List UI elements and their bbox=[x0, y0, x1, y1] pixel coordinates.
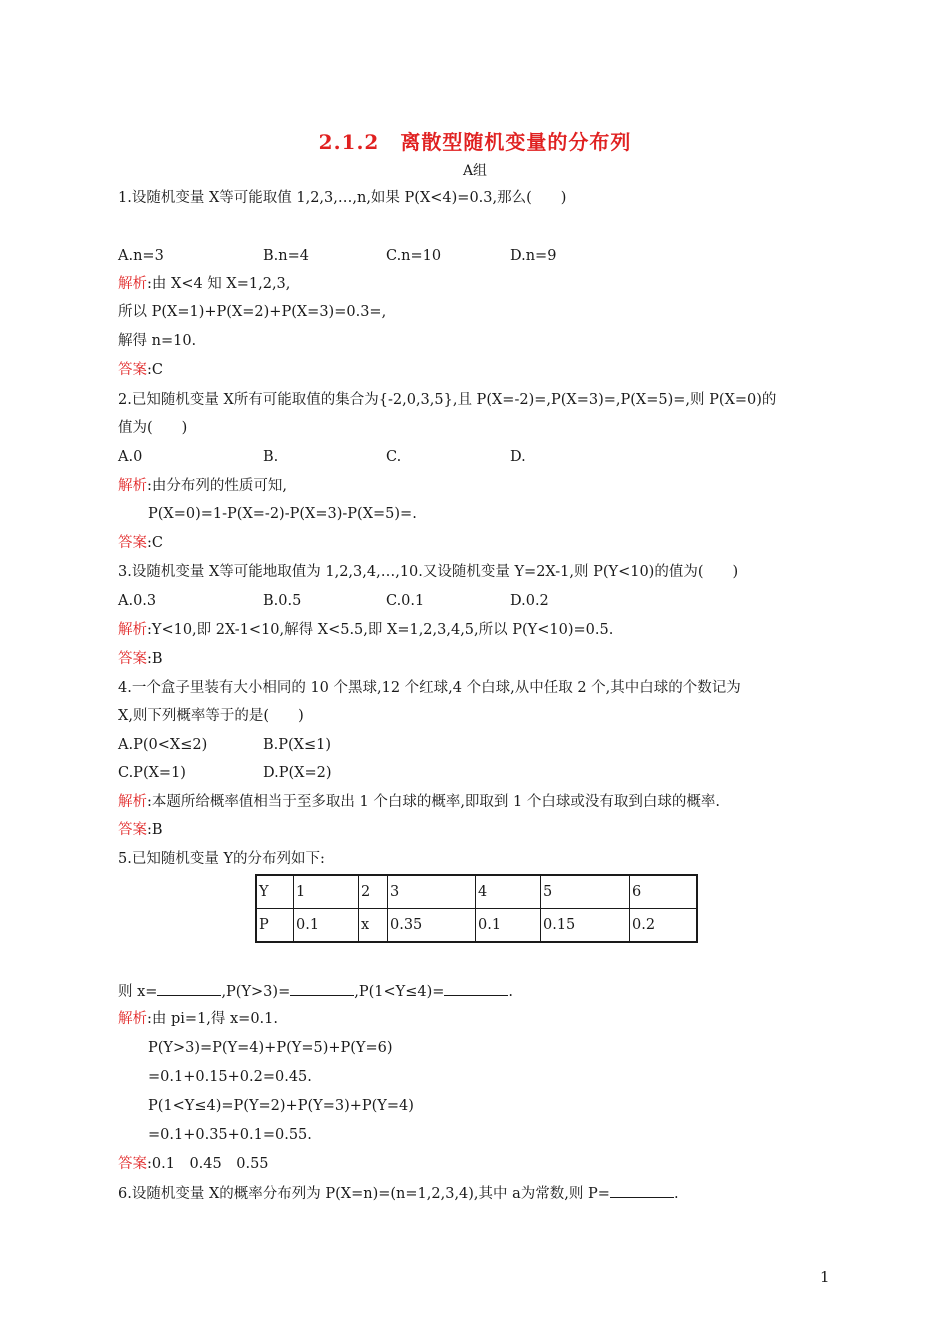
answer-text: :C bbox=[147, 362, 163, 378]
table-cell: 0.1 bbox=[294, 909, 359, 943]
analysis-label: 解析 bbox=[118, 1011, 147, 1027]
answer-label: 答案 bbox=[118, 535, 147, 551]
q6-stem-end: . bbox=[673, 1186, 679, 1202]
table-cell: 6 bbox=[630, 875, 698, 909]
answer-blank[interactable] bbox=[610, 1183, 674, 1198]
q5-fill-in bbox=[118, 981, 513, 1002]
answer-label: 答案 bbox=[118, 651, 147, 667]
q1-analysis-line2: 所以 P(X=1)+P(X=2)+P(X=3)=0.3=, bbox=[118, 304, 387, 320]
distribution-table bbox=[255, 874, 698, 943]
table-cell: 1 bbox=[294, 875, 359, 909]
answer-blank[interactable] bbox=[444, 981, 508, 996]
q3-answer bbox=[118, 649, 163, 669]
q2-analysis bbox=[118, 476, 287, 496]
q2-stem-cont: 值为( ) bbox=[118, 420, 188, 436]
fill-text: ,P(1<Y≤4)= bbox=[354, 984, 445, 1000]
fill-text: . bbox=[508, 984, 513, 1000]
q6-stem-text: 6.设随机变量 X的概率分布列为 P(X=n)=(n=1,2,3,4),其中 a为常数,则 P= bbox=[118, 1186, 610, 1202]
analysis-label: 解析 bbox=[118, 276, 147, 292]
fill-text: ,P(Y>3)= bbox=[221, 984, 291, 1000]
table-cell: 3 bbox=[388, 875, 476, 909]
analysis-text: :本题所给概率值相当于至多取出 1 个白球的概率,即取到 1 个白球或没有取到白球的概率. bbox=[147, 794, 720, 810]
q3-option-a: A.0.3 bbox=[118, 593, 157, 609]
answer-label: 答案 bbox=[118, 1156, 147, 1172]
answer-text: :C bbox=[147, 535, 163, 551]
answer-blank[interactable] bbox=[157, 981, 221, 996]
answer-text: :0.1 0.45 0.55 bbox=[147, 1156, 269, 1172]
q5-answer bbox=[118, 1154, 269, 1174]
q3-option-d: D.0.2 bbox=[510, 593, 549, 609]
q1-option-b: B.n=4 bbox=[263, 248, 309, 264]
answer-text: :B bbox=[147, 651, 163, 667]
analysis-label: 解析 bbox=[118, 622, 147, 638]
q5-analysis bbox=[118, 1009, 278, 1029]
fill-text: 则 x= bbox=[118, 984, 158, 1000]
q1-stem: 1.设随机变量 X等可能取值 1,2,3,…,n,如果 P(X<4)=0.3,那么( ) bbox=[118, 190, 567, 206]
table-cell: 4 bbox=[476, 875, 541, 909]
analysis-text: :Y<10,即 2X-1<10,解得 X<5.5,即 X=1,2,3,4,5,所以 P(Y<10)=0.5. bbox=[147, 622, 614, 638]
table-row bbox=[256, 875, 697, 909]
q3-option-b: B.0.5 bbox=[263, 593, 302, 609]
q5-analysis-line3: =0.1+0.15+0.2=0.45. bbox=[148, 1069, 312, 1085]
table-row bbox=[256, 909, 697, 943]
q2-option-a: A.0 bbox=[118, 449, 143, 465]
q3-option-c: C.0.1 bbox=[386, 593, 425, 609]
q2-analysis-line2: P(X=0)=1-P(X=-2)-P(X=3)-P(X=5)=. bbox=[148, 506, 417, 522]
q4-option-b: B.P(X≤1) bbox=[263, 737, 332, 753]
table-cell: Y bbox=[256, 875, 294, 909]
analysis-label: 解析 bbox=[118, 794, 147, 810]
answer-label: 答案 bbox=[118, 362, 147, 378]
q4-answer bbox=[118, 820, 163, 840]
table-cell: 0.15 bbox=[541, 909, 630, 943]
q3-stem: 3.设随机变量 X等可能地取值为 1,2,3,4,…,10.又设随机变量 Y=2X-1,则 P(Y<10)的值为( ) bbox=[118, 564, 739, 580]
answer-text: :B bbox=[147, 822, 163, 838]
q2-option-d: D. bbox=[510, 449, 526, 465]
answer-label: 答案 bbox=[118, 822, 147, 838]
q1-option-c: C.n=10 bbox=[386, 248, 442, 264]
q4-option-d: D.P(X=2) bbox=[263, 765, 332, 781]
q4-stem-cont: X,则下列概率等于的是( ) bbox=[118, 708, 304, 724]
table-cell: 5 bbox=[541, 875, 630, 909]
analysis-text: :由 X<4 知 X=1,2,3, bbox=[147, 276, 291, 292]
analysis-label: 解析 bbox=[118, 478, 147, 494]
page-number: 1 bbox=[820, 1268, 830, 1286]
q1-option-d: D.n=9 bbox=[510, 248, 557, 264]
table-cell: 0.1 bbox=[476, 909, 541, 943]
q4-option-c: C.P(X=1) bbox=[118, 765, 186, 781]
q1-analysis bbox=[118, 274, 290, 294]
table-cell: 2 bbox=[359, 875, 388, 909]
table-cell: P bbox=[256, 909, 294, 943]
q5-stem: 5.已知随机变量 Y的分布列如下: bbox=[118, 851, 325, 867]
q5-analysis-line2: P(Y>3)=P(Y=4)+P(Y=5)+P(Y=6) bbox=[148, 1040, 393, 1056]
q2-option-c: C. bbox=[386, 449, 402, 465]
table-cell: 0.2 bbox=[630, 909, 698, 943]
q2-option-b: B. bbox=[263, 449, 279, 465]
q5-analysis-line4: P(1<Y≤4)=P(Y=2)+P(Y=3)+P(Y=4) bbox=[148, 1098, 414, 1114]
q1-option-a: A.n=3 bbox=[118, 248, 164, 264]
group-label: A组 bbox=[462, 163, 488, 179]
analysis-text: :由分布列的性质可知, bbox=[147, 478, 287, 494]
page-title: 2.1.2 离散型随机变量的分布列 bbox=[318, 130, 632, 154]
q3-analysis bbox=[118, 620, 613, 640]
table-cell: x bbox=[359, 909, 388, 943]
answer-blank[interactable] bbox=[290, 981, 354, 996]
q1-answer bbox=[118, 360, 163, 380]
q4-analysis bbox=[118, 792, 720, 812]
q4-option-a: A.P(0<X≤2) bbox=[118, 737, 208, 753]
q5-analysis-line5: =0.1+0.35+0.1=0.55. bbox=[148, 1127, 312, 1143]
table-cell: 0.35 bbox=[388, 909, 476, 943]
q2-stem: 2.已知随机变量 X所有可能取值的集合为{-2,0,3,5},且 P(X=-2)=,P(X=3)=,P(X=5)=,则 P(X=0)的 bbox=[118, 392, 777, 408]
q2-answer bbox=[118, 533, 163, 553]
q4-stem: 4.一个盒子里装有大小相同的 10 个黑球,12 个红球,4 个白球,从中任取 2 个,其中白球的个数记为 bbox=[118, 680, 741, 696]
q6-stem bbox=[118, 1183, 679, 1204]
analysis-text: :由 pi=1,得 x=0.1. bbox=[147, 1011, 279, 1027]
q1-analysis-line3: 解得 n=10. bbox=[118, 333, 197, 349]
